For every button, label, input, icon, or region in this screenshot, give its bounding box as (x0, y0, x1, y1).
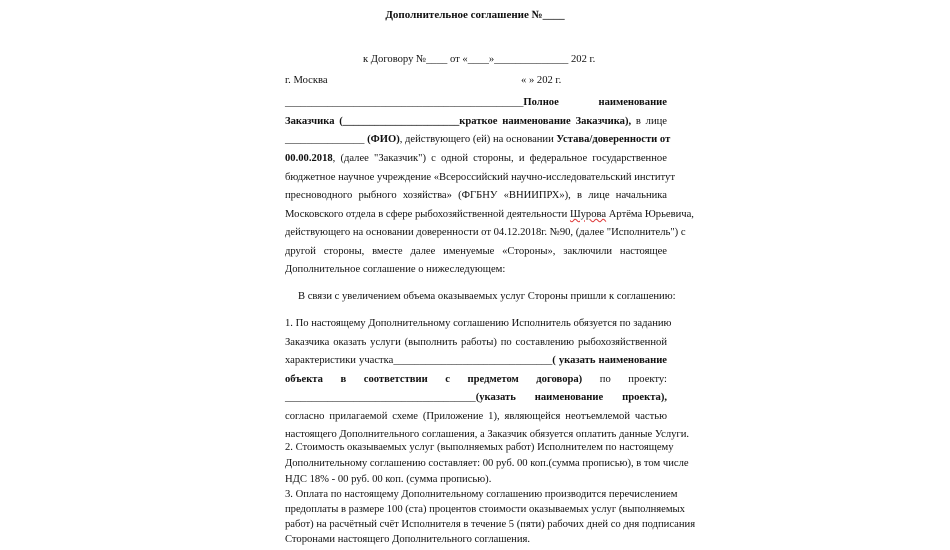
object-name-hint: ( указать наименование (552, 355, 667, 366)
preamble-line-9: другой стороны, вместе далее именуемые «Стороны», заключили настоящее (285, 246, 667, 257)
customer-name-blank: _____________________________________________ (285, 97, 524, 108)
item-text: по проекту: (582, 374, 667, 385)
preamble-line-5: бюджетное научное учреждение «Всероссийский научно-исследовательский институт (285, 172, 675, 183)
authority-basis-hint: Устава/доверенности от (556, 134, 671, 145)
project-name-hint: (указать наименование проекта), (475, 392, 667, 403)
item-3-line-3: работ) на расчётный счёт Исполнителя в течение 5 (пяти) рабочих дней со дня подписания (285, 519, 696, 530)
preamble-text: Артёма Юрьевича, (606, 209, 694, 220)
preamble-line-10: Дополнительное соглашение о нижеследующем: (285, 264, 506, 275)
spellcheck-word: Шурова (569, 209, 607, 220)
item-3-line-2: предоплаты в размере 100 (ста) процентов стоимости оказываемых услуг (выполняемых (285, 504, 685, 515)
preamble-line-6: пресноводного рыбного хозяйства» (ФГБНУ «ВНИИПРХ»), в лице начальника (285, 190, 667, 201)
object-name-hint-cont: объекта в соответствии с предметом договора) (285, 374, 583, 385)
fio-hint: (ФИО) (367, 134, 400, 145)
item-1-line-1: 1. По настоящему Дополнительному соглашению Исполнитель обязуется по заданию (285, 318, 672, 329)
item-3-line-4: Сторонами настоящего Дополнительного соглашения. (285, 534, 531, 545)
customer-name-hint: Полное наименование (523, 97, 667, 108)
preamble-text: , (далее "Заказчик") с одной стороны, и федеральное государственное (332, 153, 667, 164)
document-title: Дополнительное соглашение №____ (385, 9, 565, 21)
item-2-line-3: НДС 18% - 00 руб. 00 коп. (сумма прописью). (285, 474, 492, 485)
project-blank: ____________________________________ (285, 392, 476, 403)
contract-reference: к Договору №____ от «____»______________ 202 г. (363, 54, 596, 65)
customer-short-name-hint: Заказчика (______________________краткое наименование Заказчика), (285, 116, 632, 127)
city: г. Москва (285, 75, 328, 86)
item-2-line-2: Дополнительному соглашению составляет: 00 руб. 00 коп.(сумма прописью), в том числе (285, 458, 689, 469)
fio-blank: _______________ (285, 134, 368, 145)
preamble-text: в лице (631, 116, 667, 127)
preamble-line-7 (285, 208, 694, 221)
preamble-line-4 (285, 152, 667, 165)
preamble-line-2 (285, 115, 667, 128)
plot-blank: характеристики участка______________________________ (285, 355, 553, 366)
preamble-line-1 (285, 96, 667, 109)
preamble-line-8: действующего на основании доверенности от 04.12.2018г. №90, (далее "Исполнитель") с (285, 227, 686, 238)
authority-date: 00.00.2018 (285, 153, 333, 164)
item-1-line-4 (285, 373, 667, 386)
item-1-line-6: согласно прилагаемой схеме (Приложение 1), являющейся неотъемлемой частью (285, 411, 667, 422)
item-1-line-5 (285, 391, 667, 404)
item-1-line-2: Заказчика оказать услуги (выполнить работы) по составлению рыбохозяйственной (285, 337, 667, 348)
item-1-line-3 (285, 354, 667, 367)
item-1-line-7: настоящего Дополнительного соглашения, а Заказчик обязуется оплатить данные Услуги. (285, 429, 690, 440)
item-2-line-1: 2. Стоимость оказываемых услуг (выполняемых работ) Исполнителем по настоящему (285, 442, 674, 453)
preamble-line-3 (285, 133, 671, 146)
preamble-text: , действующего (ей) на основании (399, 134, 557, 145)
signing-date: « » 202 г. (521, 75, 562, 86)
intro-paragraph: В связи с увеличением объема оказываемых услуг Стороны пришли к соглашению: (298, 291, 676, 302)
preamble-text: Московского отдела в сфере рыбохозяйственной деятельности (285, 209, 570, 220)
item-3-line-1: 3. Оплата по настоящему Дополнительному соглашению производится перечислением (285, 489, 678, 500)
